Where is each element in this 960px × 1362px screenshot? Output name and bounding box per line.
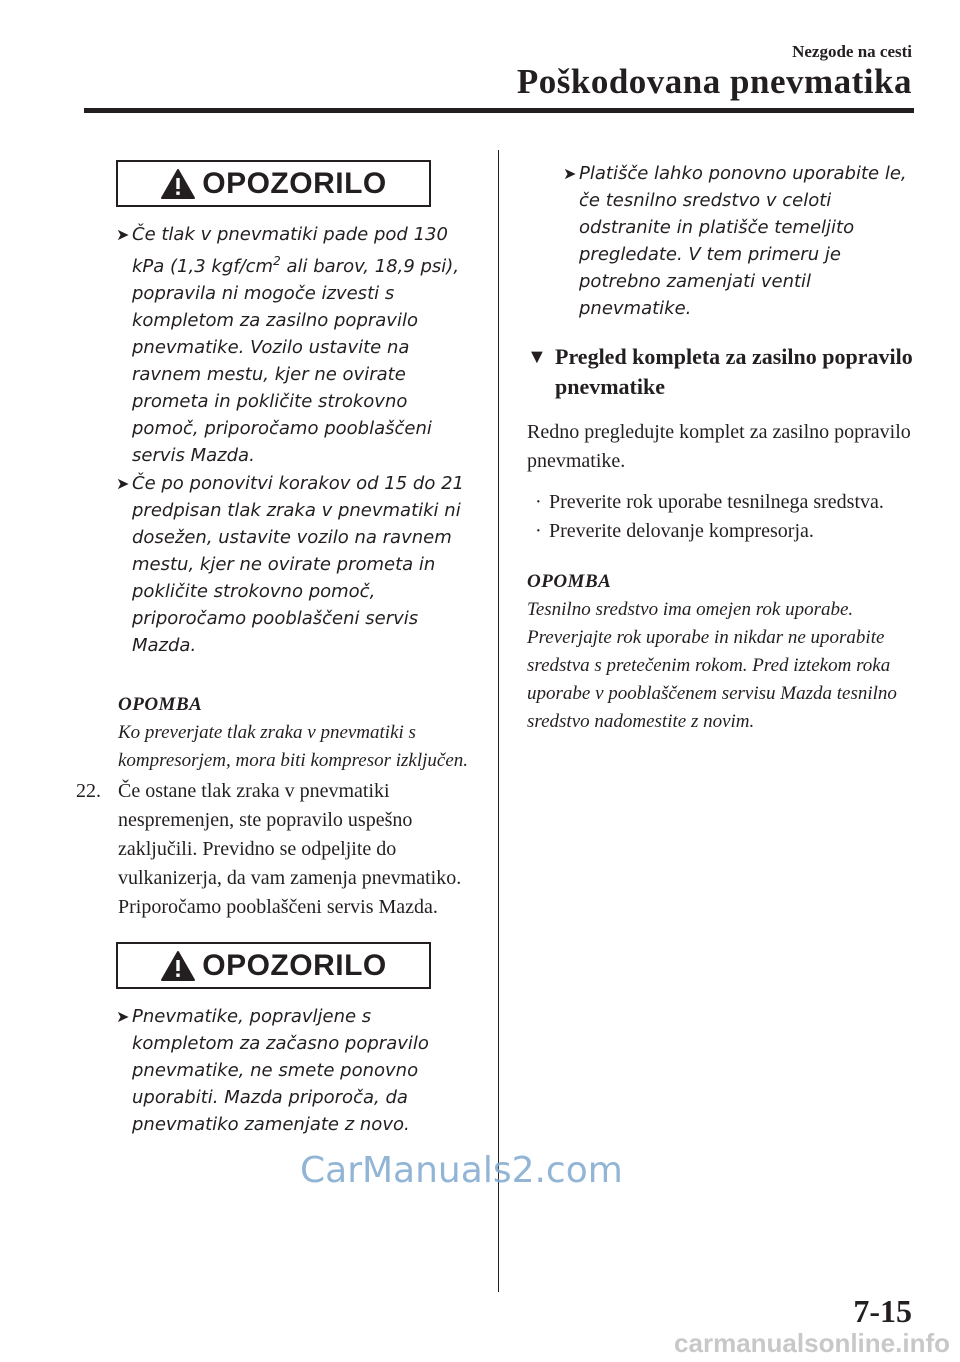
running-header-section: Nezgode na cesti [792,42,912,61]
warning-text: Pnevmatike, popravljene s kompletom za začasno popravilo pnevmatike, ne smete ponovno uporabiti. Mazda priporoča, da pnevmatiko zamenjate z novo. [132,1006,429,1135]
bullet-item [527,488,922,517]
right-column [527,160,922,736]
warning-list [563,160,922,322]
warning-label: OPOZORILO [202,166,387,200]
footer-site-link[interactable]: carmanualsonline.info [674,1328,950,1358]
note-title: OPOMBA [118,694,203,715]
warning-box [116,942,431,989]
warning-label: OPOZORILO [202,948,387,982]
page-number: 7-15 [853,1293,912,1329]
warning-text: Platišče lahko ponovno uporabite le, če tesnilno sredstvo v celoti odstranite in platišče temeljito pregledate. V tem primeru je potrebno zamenjati ventil pnevmatike. [579,163,907,319]
warning-text: Če tlak v pnevmatiki pade pod 130 kPa (1,3 kgf/cm [132,224,448,277]
warning-list [116,221,476,659]
superscript-2: 2 [273,254,281,268]
section-heading-text: Pregled kompleta za zasilno popravilo pnevmatike [555,344,913,399]
arrow-right-icon: ➤ [563,164,577,183]
bullet-text: Preverite delovanje kompresorja. [549,520,814,542]
step-item [76,777,476,922]
warning-box [116,160,431,207]
warning-item [563,160,922,322]
note-block [118,691,476,775]
section-heading [527,342,922,402]
note-block [527,568,922,736]
column-divider [498,150,499,1292]
arrow-right-icon: ➤ [116,1007,130,1026]
arrow-right-icon: ➤ [116,474,130,493]
header-rule [84,108,914,113]
page-title: Poškodovana pnevmatika [516,62,912,101]
bullet-item [527,517,922,546]
warning-list [116,1003,476,1138]
step-number: 22. [76,780,101,802]
bullet-dot: · [535,491,542,513]
warning-item [116,1003,476,1138]
bullet-text: Preverite rok uporabe tesnilnega sredstva. [549,491,884,513]
note-body: Tesnilno sredstvo ima omejen rok uporabe. Preverjajte rok uporabe in nikdar ne uporabite sredstva s pretečenim rokom. Pred iztekom roka uporabe v pooblaščenem servisu Mazda tesnilno sredstvo nadomestite z novim. [527,599,897,732]
arrow-right-icon: ➤ [116,225,130,244]
note-title: OPOMBA [527,571,612,592]
watermark: CarManuals2.com [300,1150,623,1191]
note-body: Ko preverjate tlak zraka v pnevmatiki s kompresorjem, mora biti kompresor izključen. [118,722,469,771]
bullet-dot: · [535,520,542,542]
left-column [76,160,476,1139]
warning-text: Če po ponovitvi korakov od 15 do 21 predpisan tlak zraka v pnevmatiki ni dosežen, ustavite vozilo na ravnem mestu, kjer ne ovirate prometa in pokličite strokovno pomoč, priporočamo pooblaščeni servis Mazda. [132,473,464,656]
warning-text: ali barov, 18,9 psi), popravila ni mogoče izvesti s kompletom za zasilno popravilo pnevmatike. Vozilo ustavite na ravnem mestu, kjer ne ovirate prometa in pokličite strokovno pomoč, priporočamo pooblaščeni servis Mazda. [132,256,460,466]
intro-paragraph: Redno pregledujte komplet za zasilno popravilo pnevmatike. [527,421,911,472]
warning-triangle-icon [160,168,196,200]
step-text: Če ostane tlak zraka v pnevmatiki nespremenjen, ste popravilo uspešno zaključili. Previdno se odpeljite do vulkanizerja, da vam zamenja pnevmatiko. Priporočamo pooblaščeni servis Mazda. [118,780,462,918]
bullet-list [527,488,922,546]
triangle-down-icon: ▼ [527,346,547,368]
warning-triangle-icon [160,950,196,982]
warning-item [116,470,476,659]
warning-item [116,221,476,469]
